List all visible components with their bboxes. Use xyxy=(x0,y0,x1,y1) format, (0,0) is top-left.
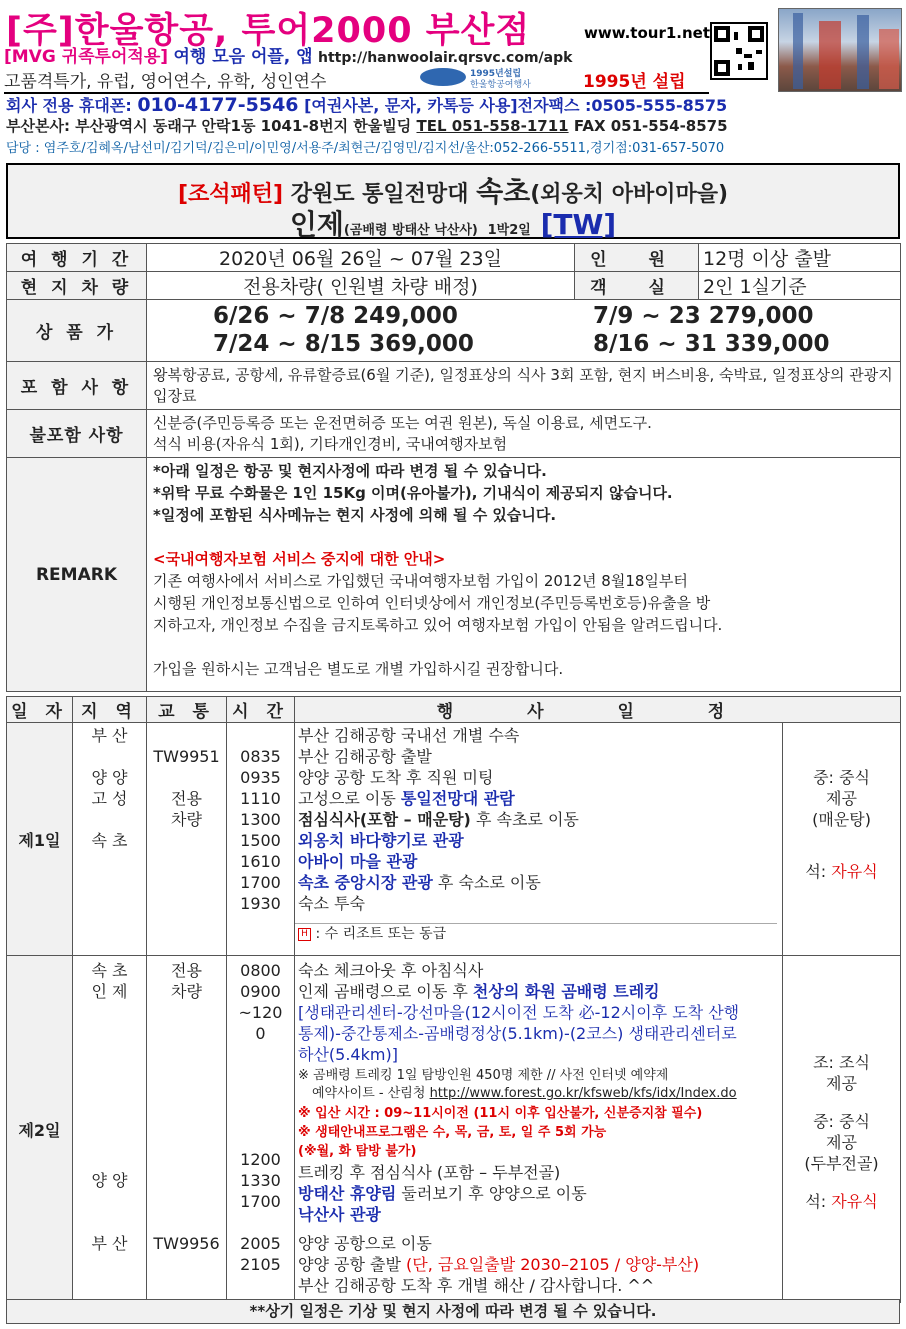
row-remark: REMARK *아래 일정은 항공 및 현지사정에 따라 변경 될 수 있습니다. *위탁 무료 수화물은 1인 15Kg 이며(유아불가), 기내식이 제공되지 않습니다. *일정에 포함된 식사메뉴는 현지 사정에 의해 될 수 있습니다. <국내여행자보험 서비스 중지에 대한 안내> 기존 여행사에서 서비스로 가입했던 국내여행자보험 가입이 2012년 8월18일부터 시행된 개인정보통신법으로 인하여 인터넷상에서 개인정보(주민등록번호등)유출을 방 지하고자, 개인정보 수집을 금지토록하고 있어 여행자보험 가입이 안됨을 알려드립니다. 가입을 원하시는 고객님은 별도로 개별 가입하시길 권장합니다. xyxy=(7,458,901,692)
app-link[interactable]: http://hanwoolair.qrsvc.com/apk xyxy=(318,50,573,66)
price-item: 8/16 ~ 31 339,000 xyxy=(593,330,830,357)
founded-year: 1995년 설립 xyxy=(583,72,686,92)
tel-number[interactable]: TEL 051-558-1711 xyxy=(416,117,569,135)
hotel-icon: H xyxy=(298,928,311,941)
services-line: 고품격특가, 유럽, 영어연수, 유학, 성인연수 xyxy=(4,67,709,94)
qr-code[interactable] xyxy=(710,22,768,80)
row-excluded: 불포함 사항 신분증(주민등록증 또는 운전면허증 또는 여권 원본), 독실 이용료, 세면도구. 석식 비용(자유식 1회), 기타개인경비, 국내여행자보험 xyxy=(7,410,901,458)
tour-title-box: [조석패턴] 강원도 통일전망대 속초(외옹치 아바이마을) 인제(곰배령 방태산 낙산사) 1박2일 [TW] xyxy=(6,163,900,239)
row-period: 여 행 기 간 2020년 06월 26일 ~ 07월 23일 인 원 12명 이상 출발 xyxy=(7,244,901,272)
efax: 전자팩스 :0505-555-8575 xyxy=(517,96,728,115)
contact-line: 회사 전용 휴대폰: 010-4177-5546 [여권사본, 문자, 카톡등 사용]전자팩스 :0505-555-8575 xyxy=(6,94,728,116)
tagline: [MVG 귀족투어적용] 여행 모음 어플, 앱 http://hanwoolair.qrsvc.com/apk xyxy=(4,47,573,67)
schedule-header: 일 자 지 역 교 통 시 간 행 사 일 정 xyxy=(7,697,901,723)
company-title: [주]한울항공, 투어2000 부산점 xyxy=(6,11,531,51)
schedule-table xyxy=(6,696,901,1303)
fax-number: FAX 051-554-8575 xyxy=(573,117,728,135)
price-item: 6/26 ~ 7/8 249,000 xyxy=(213,302,458,329)
website-link[interactable]: www.tour1.net xyxy=(584,24,711,42)
company-logo: 1995년설립 한울항공여행사 xyxy=(420,66,550,88)
price-item: 7/9 ~ 23 279,000 xyxy=(593,302,814,329)
building-photo-icon xyxy=(778,8,902,92)
staff-line: 담당 : 염주호/김혜옥/남선미/김기덕/김은미/이민영/서용주/최현근/김영민/김지선/울산:052-266-5511,경기점:031-657-5070 xyxy=(6,141,725,156)
address-line: 부산본사: 부산광역시 동래구 안락1동 1041-8번지 한울빌딩 TEL 051-558-1711 FAX 051-554-8575 xyxy=(6,117,728,135)
forest-booking-link[interactable]: http://www.forest.go.kr/kfsweb/kfs/idx/Index.do xyxy=(429,1086,737,1101)
row-vehicle: 현 지 차 량 전용차량( 인원별 차량 배정) 객 실 2인 1실기준 xyxy=(7,272,901,300)
insurance-notice-title: <국내여행자보험 서비스 중지에 대한 안내> xyxy=(153,550,446,568)
price-item: 7/24 ~ 8/15 369,000 xyxy=(213,330,474,357)
mobile-number[interactable]: 010-4177-5546 xyxy=(137,94,299,116)
day1-row: 제1일 부 산 양 양 고 성 속 초 TW9951 전용 차량 0835 0935 1110 1300 1500 1610 1700 1930 부산 김해공항 국내선 개별 수속 부산 김해공항 출발 양양 공항 도착 후 직원 미팅 고성으로 이동 통일전망대 관람 점심식사(포함 – 매운탕) 후 속초로 이동 외옹치 바다향기로 관광 아바이 마을 관광 속초 중앙시장 관광 후 숙소로 이동 숙소 투숙 H : 수 리조트 또는 동급 중: 중식 제공 (매운탕) 석: 자유식 xyxy=(7,723,901,956)
row-included: 포 함 사 항 왕복항공료, 공항세, 유류할증료(6월 기준), 일정표상의 식사 3회 포함, 현지 버스비용, 숙박료, 일정표상의 관광지입장료 xyxy=(7,362,901,410)
info-table xyxy=(6,243,901,692)
row-price: 상 품 가 6/26 ~ 7/8 249,000 7/9 ~ 23 279,000 7/24 ~ 8/15 369,000 8/16 ~ 31 339,000 xyxy=(7,300,901,362)
day2-row: 제2일 속 초 인 제 양 양 부 산 전용 차량 TW9956 0800 0900 ~120 0 1200 1330 1700 2005 2105 숙소 체크아웃 후 아침식사 인제 곰배령으로 이동 후 천상의 화원 곰배령 트레킹 [생태관리센터-강선마을(12시이전 도착 必-12시이후 도착 산행 통제)-중간통제소-곰배령정상(5.1km)-(2코스) 생태관리센터로 하산(5.4km)] ※ 곰배령 트레킹 1일 탐방인원 450명 제한 // 사전 인터넷 예약제 예약사이트 - 산림청 http://www.forest.go.kr/kfsweb/kfs/idx/Index.do ※ 입산 시간 : 09~11시이전 (11시 이후 입산불가, 신분증지참 필수) ※ 생태안내프로그램은 수, 목, 금, 토, 일 주 5회 가능 (※월, 화 탐방 불가) 트레킹 후 점심식사 (포함 – 두부전골) 방태산 휴양림 둘러보기 후 양양으로 이동 낙산사 관광 양양 공항으로 이동 양양 공항 출발 (단, 금요일출발 2030–2105 / 양양-부산) 부산 김해공항 도착 후 개별 해산 / 감사합니다. ^^ 조: 조식 제공 중: 중식 제공 (두부전골) 석: 자유식 xyxy=(7,956,901,1303)
company-header xyxy=(0,0,906,162)
schedule-footer-note: **상기 일정은 기상 및 현지 사정에 따라 변경 될 수 있습니다. xyxy=(6,1299,900,1324)
price-list xyxy=(147,301,900,361)
